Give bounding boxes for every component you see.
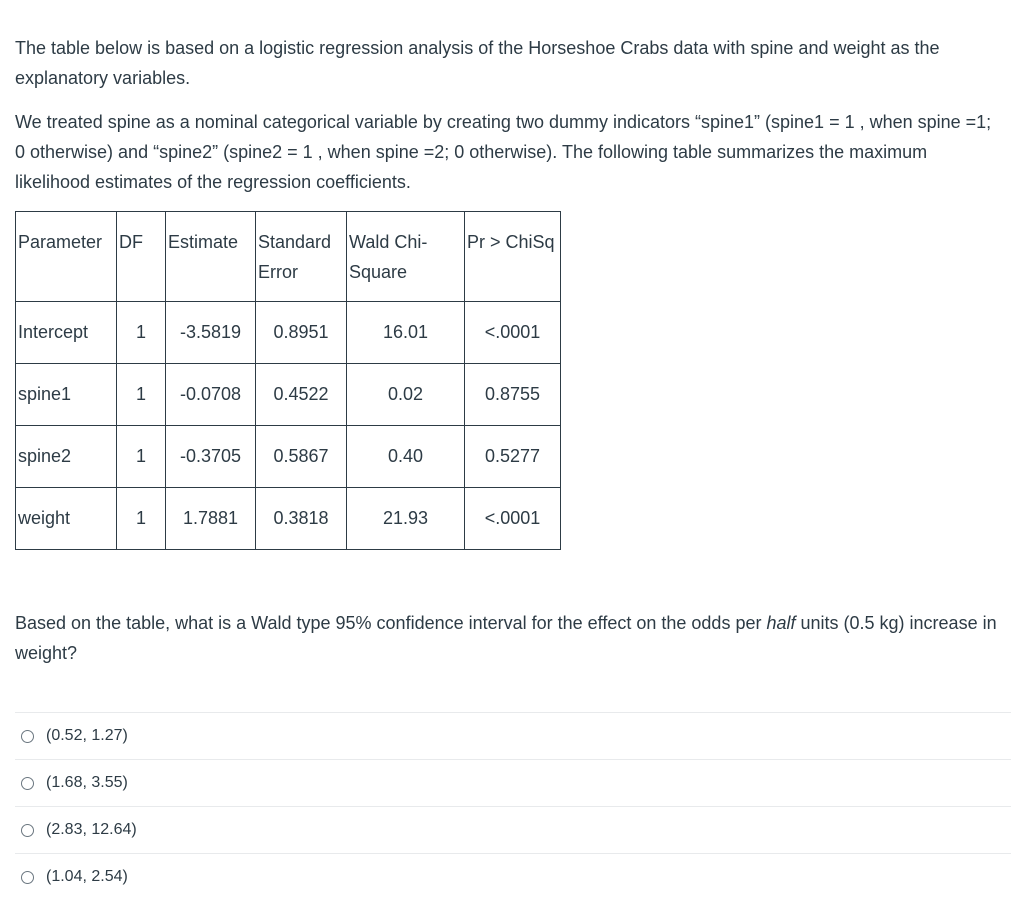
cell-df: 1	[117, 426, 166, 488]
cell-estimate: -0.3705	[166, 426, 256, 488]
radio-button-icon[interactable]	[21, 871, 34, 884]
table-header-row	[16, 212, 561, 302]
cell-wald-chi-square: 16.01	[347, 302, 465, 364]
header-parameter: Parameter	[16, 212, 117, 302]
question-content	[15, 33, 1005, 550]
cell-parameter: Intercept	[16, 302, 117, 364]
cell-wald-chi-square: 0.40	[347, 426, 465, 488]
cell-df: 1	[117, 364, 166, 426]
cell-standard-error: 0.5867	[256, 426, 347, 488]
cell-df: 1	[117, 302, 166, 364]
answer-list	[15, 712, 1011, 900]
cell-parameter: spine2	[16, 426, 117, 488]
cell-standard-error: 0.3818	[256, 488, 347, 550]
cell-standard-error: 0.8951	[256, 302, 347, 364]
radio-button-icon[interactable]	[21, 777, 34, 790]
cell-standard-error: 0.4522	[256, 364, 347, 426]
header-p-value: Pr > ChiSq	[465, 212, 561, 302]
radio-button-icon[interactable]	[21, 730, 34, 743]
answer-label[interactable]: (2.83, 12.64)	[46, 821, 137, 838]
intro-paragraph-1: The table below is based on a logistic regression analysis of the Horseshoe Crabs data with spine and weight as the explanatory variables.	[15, 38, 940, 88]
question-text	[15, 608, 1005, 668]
intro-paragraph-2: We treated spine as a nominal categorical variable by creating two dummy indicators “spine1” (spine1 = 1 , when spine =1; 0 otherwise) and “spine2” (spine2 = 1 , when spine =2; 0 otherwise). The following table summarizes the maximum likelihood estimates of the regression coefficients.	[15, 112, 992, 192]
cell-p-value: 0.8755	[465, 364, 561, 426]
cell-estimate: 1.7881	[166, 488, 256, 550]
cell-parameter: weight	[16, 488, 117, 550]
header-standard-error: Standard Error	[256, 212, 347, 302]
cell-estimate: -0.0708	[166, 364, 256, 426]
cell-wald-chi-square: 21.93	[347, 488, 465, 550]
answer-label[interactable]: (0.52, 1.27)	[46, 727, 128, 744]
answer-option[interactable]	[15, 806, 1011, 853]
header-wald-chi-square: Wald Chi-Square	[347, 212, 465, 302]
cell-parameter: spine1	[16, 364, 117, 426]
answer-option[interactable]	[15, 759, 1011, 806]
cell-estimate: -3.5819	[166, 302, 256, 364]
estimates-table	[15, 211, 561, 550]
answer-label[interactable]: (1.68, 3.55)	[46, 774, 128, 791]
cell-wald-chi-square: 0.02	[347, 364, 465, 426]
cell-p-value: <.0001	[465, 488, 561, 550]
answer-label[interactable]: (1.04, 2.54)	[46, 868, 128, 885]
header-df: DF	[117, 212, 166, 302]
table-row	[16, 426, 561, 488]
question-text-after: units (0.5 kg) increase in weight?	[15, 613, 997, 663]
radio-button-icon[interactable]	[21, 824, 34, 837]
table-row	[16, 364, 561, 426]
question-text-before: Based on the table, what is a Wald type 95% confidence interval for the effect on the odds per	[15, 613, 767, 633]
answer-option[interactable]	[15, 712, 1011, 759]
cell-p-value: 0.5277	[465, 426, 561, 488]
cell-df: 1	[117, 488, 166, 550]
table-row	[16, 302, 561, 364]
header-estimate: Estimate	[166, 212, 256, 302]
table-row	[16, 488, 561, 550]
question-text-emphasis: half	[766, 613, 796, 633]
answer-option[interactable]	[15, 853, 1011, 900]
cell-p-value: <.0001	[465, 302, 561, 364]
